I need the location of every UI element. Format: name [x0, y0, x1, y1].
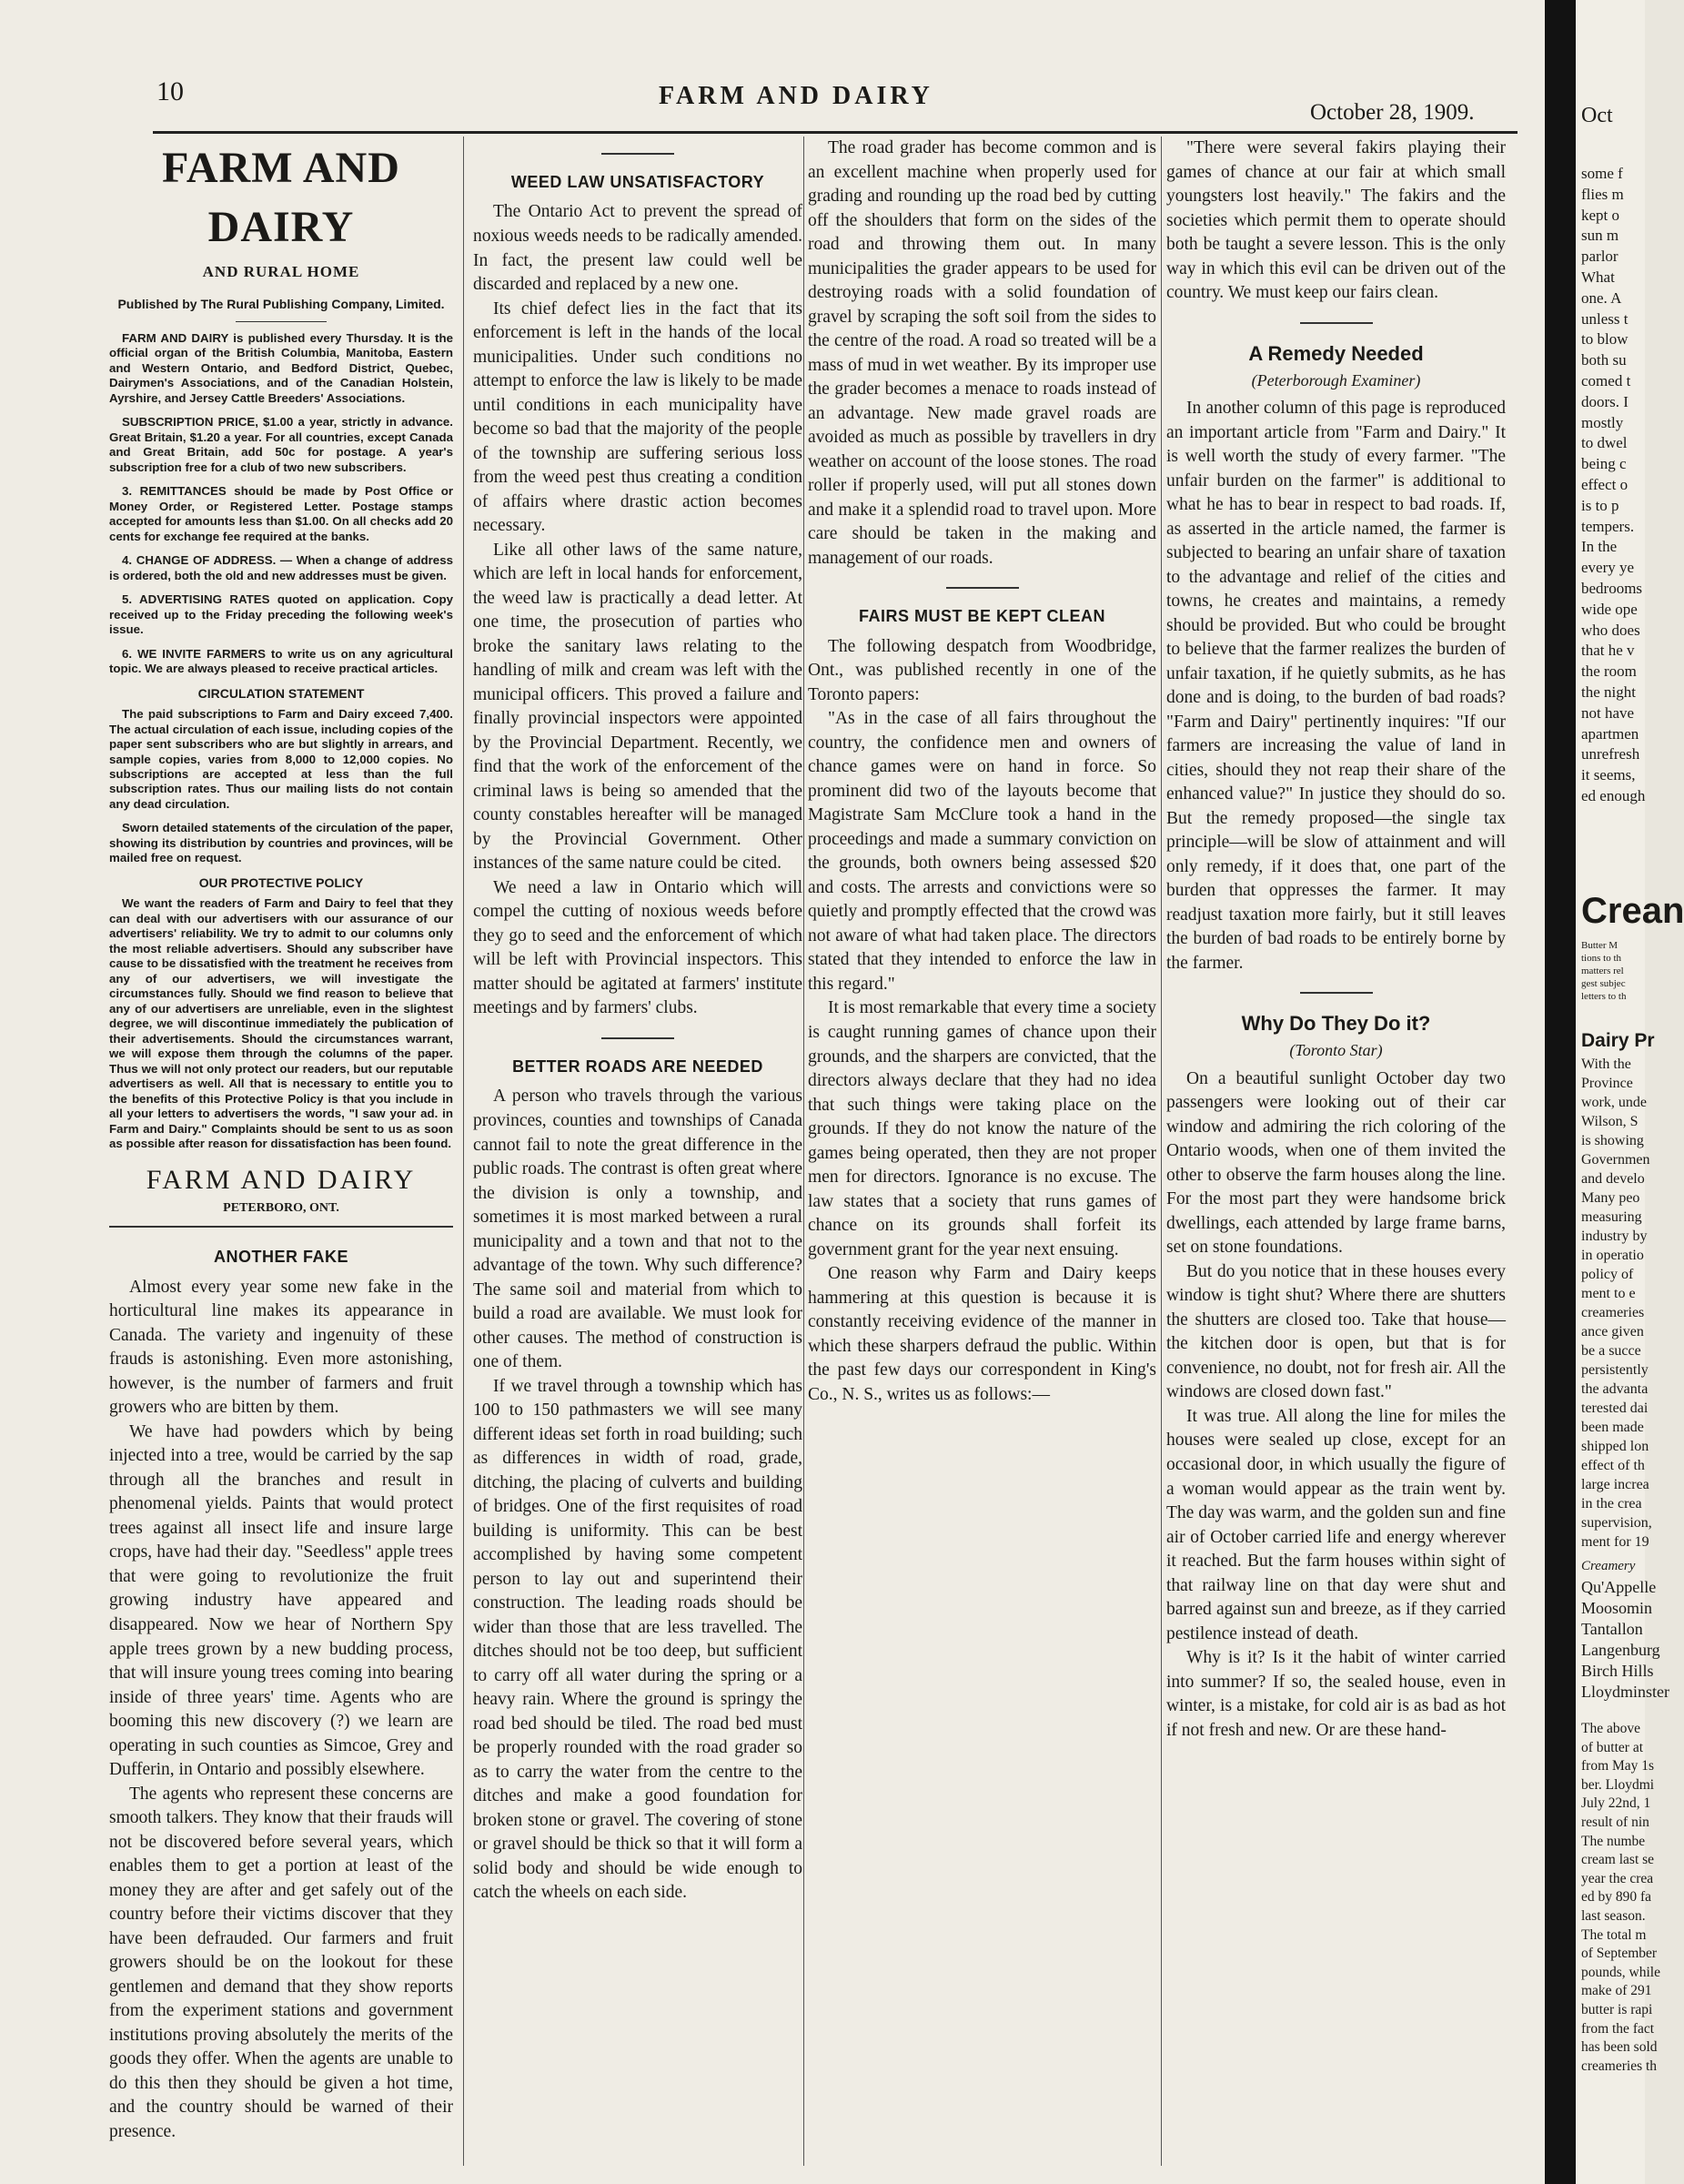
adjacent-page-line: to blow [1581, 330, 1629, 349]
adjacent-page-line: that he v [1581, 642, 1635, 660]
adjacent-page-line: in the crea [1581, 1496, 1642, 1512]
adjacent-page-line: who does [1581, 621, 1640, 639]
adjacent-page-line: being c [1581, 455, 1627, 473]
adjacent-page-heading: Dairy Pr [1581, 1030, 1655, 1051]
adjacent-page-line: bedrooms [1581, 580, 1643, 597]
pub-item: 3. REMITTANCES should be made by Post Office or Money Order, or Registered Letter. Postage stamps accepted for amounts less than $1.00. On all checks add 20 cents for exchange fee required at the banks. [109, 484, 453, 543]
adjacent-page-line: some f [1581, 165, 1623, 182]
adjacent-page-line: effect o [1581, 476, 1629, 493]
adjacent-page-line: butter is rapi [1581, 2002, 1653, 2017]
article-paragraph: If we travel through a township which has 100 to 150 pathmasters we will see many different ideas set forth in road building; such as differences in width of road, grade, ditching, the placing of culverts and building of bridges. One of the first requisites of road building is uniformity. This can be best accomplished by having some competent person to lay out and superintend their construction. The leading roads should be wider than those that are less travelled. The ditches should not be too deep, but sufficient to carry off all water during the spring or a heavy rain. Where the ground is springy the road bed should be tiled. The road bed must be properly rounded with the road grader so as to carry the water from the centre to the ditches and make a good foundation for broken stone or gravel. The covering of stone or gravel should be thick so that it will form a solid body and should be wide enough to catch the wheels on each side. [473, 1376, 802, 1903]
adjacent-page-line: gest subjec [1581, 978, 1626, 989]
article-paragraph: One reason why Farm and Dairy keeps hammering at this question is because it is constantly receiving evidence of the manner in which these sharpers defraud the public. Within the past few days our correspondent in King's Co., N. S., writes us as follows:— [808, 1264, 1156, 1404]
adjacent-page-line: Province [1581, 1076, 1633, 1091]
article-paragraph: Why is it? Is it the habit of winter carried into summer? If so, the sealed house, even in winter, is a mistake, for cold air is as bad as hot if not fresh and new. Or are these hand- [1166, 1648, 1506, 1740]
adjacent-page-line: Governmen [1581, 1152, 1650, 1168]
adjacent-page-line: July 22nd, 1 [1581, 1795, 1651, 1812]
adjacent-page-line: doors. I [1581, 392, 1629, 410]
divider [1300, 322, 1373, 324]
adjacent-page-line: ment to e [1581, 1286, 1636, 1301]
adjacent-page-line: not have [1581, 703, 1635, 722]
article-paragraph: "As in the case of all fairs throughout the country, the confidence men and owners of chance games were on hand in force. So prominent did two of the layouts become that Magistrate Sam McClure took a hand in the proceedings and made a summary conviction on the grounds, both owners being assessed $20 and costs. The arrests and convictions were so quietly and promptly effected that the crowd was not aware of what had taken place. The directors stated that they intended to enforce the law in this regard." [808, 709, 1156, 994]
pub-item: 4. CHANGE OF ADDRESS. — When a change of address is ordered, both the old and new addresses must be given. [109, 553, 453, 582]
article-heading: WEED LAW UNSATISFACTORY [510, 173, 765, 191]
adjacent-page-line: large increa [1581, 1477, 1649, 1492]
adjacent-page-line: supervision, [1581, 1515, 1652, 1531]
adjacent-page-line: from the fact [1581, 2020, 1655, 2037]
adjacent-page-line: mostly [1581, 413, 1624, 431]
adjacent-page-line: letters to th [1581, 991, 1627, 1002]
footer-place: PETERBORO, ONT. [223, 1201, 339, 1216]
article-heading: FAIRS MUST BE KEPT CLEAN [858, 607, 1105, 626]
adjacent-page-line: of September [1581, 1946, 1658, 1962]
article-paragraph: It is most remarkable that every time a society is caught running games of chance upon their grounds, and the sharpers are convicted, that the directors always declare that they had no idea that such things were taking place on the grounds. If they do not know the nature of the games being operated, then they are not proper men for directors. Ignorance is no excuse. The law states that a society that runs games of chance on its grounds shall forfeit its government grant for the year next ensuing. [808, 998, 1156, 1259]
adjacent-page-line: to dwel [1581, 434, 1628, 452]
adjacent-page-line: Lloydminster [1581, 1683, 1669, 1701]
adjacent-page-line: been made [1581, 1420, 1644, 1435]
article-heading: Why Do They Do it? [1241, 1012, 1431, 1036]
adjacent-page-line: Tantallon [1581, 1620, 1643, 1638]
adjacent-page-line: parlor [1581, 248, 1618, 266]
article-paragraph: Like all other laws of the same nature, which are left in local hands for enforcement, the weed law is practically a dead letter. At one time, the prosecution of parties who broke the sanitary laws relating to the handling of milk and cream was left with the municipal officers. This proved a failure and finally provincial inspectors were appointed by the Provincial Department. Recently, we find that the work of the enforcement of the criminal laws is being so amended that the county constables hereafter will be managed by the Provincial Government. Other instances of the same nature could be cited. [473, 540, 802, 874]
divider [946, 587, 1019, 589]
article-paragraph: But do you notice that in these houses every window is tight shut? Where there are shutters the shutters are closed too. Take that house—the kitchen door is open, but that is for convenience, no doubt, not for fresh air. All the windows are closed down fast." [1166, 1261, 1506, 1402]
adjacent-page-line: be a succe [1581, 1343, 1641, 1359]
article-paragraph: The agents who represent these concerns are smooth talkers. They know that their frauds will not be discovered before several years, which enables them to get a portion at least of the money they are after and get safely out of the country before their victims discover that they have been defrauded. Our farmers and fruit growers should be on the lookout for these gentlemen and demand that they show reports from the experiment stations and government institutions proving absolutely the merits of the goods they offer. When the agents are unable to do this then they should be given a hot time, and the country should be warned of their presence. [109, 1784, 453, 2141]
adjacent-page-line: year the crea [1581, 1870, 1654, 1886]
adjacent-page-line: and develo [1581, 1171, 1645, 1187]
adjacent-page-line: measuring [1581, 1209, 1642, 1225]
adjacent-page-line: Qu'Appelle [1581, 1578, 1657, 1596]
adjacent-page-line: of butter at [1581, 1739, 1644, 1755]
masthead-subtitle: AND RURAL HOME [202, 262, 360, 280]
footer-masthead: FARM AND DAIRY [146, 1165, 417, 1196]
adjacent-page-line: both su [1581, 351, 1627, 369]
article-paragraph: We have had powders which by being injected into a tree, would be carried by the sap through all the branches and result in phenomenal yields. Paints that would protect trees against all insect life and insure large crops, have had their day. "Seedless" apple trees that were going to revolutionize the fruit growing industry have appeared and disappeared. Now we hear of Northern Spy apple trees grown by a new budding process, that will insure young trees coming into bearing inside of three years' time. Agents who are booming this new discovery (?) we learn are operating in such counties as Simcoe, Grey and Dufferin, in Ontario and possibly elsewhere. [109, 1421, 453, 1780]
issue-date: October 28, 1909. [1310, 100, 1475, 125]
article-paragraph: "There were several fakirs playing their games of chance at our fair at which small youngsters lost heavily." The fakirs and the societies which permit them to operate should both be taught a severe lesson. This is the only way in which this evil can be driven out of the country. We must keep our fairs clean. [1166, 138, 1506, 303]
adjacent-page-line: Butter M [1581, 940, 1618, 951]
circulation-text: Sworn detailed statements of the circulation of the paper, showing its distribution by countries and provinces, will be mailed free on request. [109, 821, 453, 865]
adjacent-page-line: ed enough [1581, 787, 1646, 804]
adjacent-page-line: matters rel [1581, 966, 1624, 976]
adjacent-page-line: tions to th [1581, 953, 1622, 964]
adjacent-page-line: Moosomin [1581, 1599, 1653, 1617]
pub-item: FARM AND DAIRY is published every Thursday. It is the official organ of the British Columbia, Manitoba, Eastern and Western Ontario, and Bedford District, Quebec, Dairymen's Associations, and of the Canadian Holstein, Ayrshire, and Jersey Cattle Breeders' Associations. [109, 331, 453, 405]
adjacent-page-line: one. A [1581, 288, 1622, 307]
column-2 [473, 136, 802, 2166]
adjacent-page-line: Langenburg [1581, 1641, 1660, 1659]
adjacent-page-line: result of nin [1581, 1815, 1649, 1830]
pub-item: 6. WE INVITE FARMERS to write us on any agricultural topic. We are always pleased to receive practical articles. [109, 646, 453, 676]
adjacent-page-line: flies m [1581, 185, 1624, 203]
adjacent-page-line: work, unde [1581, 1095, 1647, 1110]
adjacent-page-line: creameries [1581, 1305, 1645, 1320]
article-paragraph: A person who travels through the various provinces, counties and townships of Canada cannot fail to note the great difference in the public roads. The contrast is often great where the division is only a township, and sometimes it is most marked between a rural municipality and a town and that not to the advantage of the town. Why such difference? The same soil and material from which to build a road are available. We must look for other causes. The method of construction is one of them. [473, 1087, 802, 1372]
article-paragraph: Its chief defect lies in the fact that its enforcement is left in the hands of the local municipalities. Under such conditions no attempt to enforce the law is likely to be made until conditions in each municipality have become so bad that the majority of the people of the township are suffering serious loss from the weed pest thus creating a condition of affairs where drastic action becomes necessary. [473, 298, 802, 536]
article-source: (Peterborough Examiner) [1251, 370, 1421, 389]
article-heading: ANOTHER FAKE [213, 1248, 348, 1267]
adjacent-page-fragment [1576, 0, 1684, 2184]
circulation-text: The paid subscriptions to Farm and Dairy exceed 7,400. The actual circulation of each issue, including copies of the paper sent subscribers who are but slightly in arrears, and sample copies, varies from 8,000 to 12,000 copies. No subscriptions are accepted at less than the full subscription rates. Thus our mailing lists do not contain any dead circulation. [109, 707, 453, 811]
adjacent-page-line: In the [1581, 538, 1618, 556]
adjacent-page-line: the advanta [1581, 1381, 1649, 1397]
adjacent-page-line: pounds, while [1581, 1964, 1660, 1980]
article-heading: BETTER ROADS ARE NEEDED [512, 1057, 763, 1076]
adjacent-page-line: ed by 890 fa [1581, 1889, 1652, 1906]
column-4 [1166, 136, 1506, 2166]
article-paragraph: The following despatch from Woodbridge, Ont., was published recently in one of the Toronto papers: [808, 636, 1156, 704]
article-heading: A Remedy Needed [1248, 341, 1424, 365]
adjacent-page-line: last season. [1581, 1908, 1646, 1924]
header-rule [153, 131, 1518, 134]
article-paragraph: The road grader has become common and is an excellent machine when properly used for grading and rounding up the road bed by cutting off the shoulders that form on the sides of the road and throwing them out. In many municipalities the grader appears to be used for destroying roads with a solid foundation of gravel by scraping the soft soil from the sides to the centre of the road. A road so treated will be a mass of mud in wet weather. By its improper use the grader becomes a menace to roads instead of an advantage. New made gravel roads are avoided as much as possible by travellers in dry weather on account of the loose stones. The road roller if properly used, will put all stones down and make it a splendid road to travel upon. More care should be taken in the making and management of our roads. [808, 138, 1156, 568]
adjacent-page-table-head: Creamery [1581, 1559, 1636, 1573]
adjacent-page-line: ance given [1581, 1324, 1644, 1340]
divider [1300, 992, 1373, 994]
adjacent-page-line: Birch Hills [1581, 1662, 1654, 1680]
adjacent-page-line: unrefresh [1581, 745, 1640, 763]
article-paragraph: In another column of this page is reproduced an important article from "Farm and Dairy." It is well worth the study of every farmer. "The unfair burden on the farmer" is additional to what he has to bear in respect to bad roads. If, as asserted in the article named, the farmer is subjected to bearing an unfair share of taxation to the advantage and relief of the cities and towns, he creates and maintains, a remedy should be provided. But who could be brought to believe that the farmer realizes the burden of unfair taxation, if he quietly submits, as he has done and is doing, to the burden of bad roads? "Farm and Dairy" pertinently inquires: "If our farmers are increasing the value of land in cities, should they not reap their share of the enhanced value?" In justice they should do so. But the remedy proposed—the single tax principle—will be slow of attainment and will only remedy, if it does that, one part of the burden that oppresses the farmer. It may readjust taxation more fairly, but it still leaves the burden of bad roads to be entirely borne by the farmer. [1166, 398, 1506, 973]
adjacent-page-line: kept o [1581, 206, 1620, 224]
adjacent-page-line: With the [1581, 1057, 1631, 1072]
policy-heading: OUR PROTECTIVE POLICY [198, 875, 364, 890]
masthead-title: FARM AND DAIRY [162, 144, 400, 252]
adjacent-page-line: ment for 19 [1581, 1534, 1649, 1550]
adjacent-page-line: wide ope [1581, 600, 1638, 618]
column-rule [1161, 136, 1162, 2166]
publisher-line: Published by The Rural Publishing Company, Limited. [117, 296, 445, 311]
adjacent-page-line: has been sold [1581, 2039, 1658, 2056]
adjacent-page-line: is showing [1581, 1133, 1644, 1148]
page-number: 10 [156, 76, 184, 106]
pub-item: SUBSCRIPTION PRICE, $1.00 a year, strictly in advance. Great Britain, $1.20 a year. For all countries, except Canada and Great Britain, add 50c for postage. A year's subscription free for a club of two new subscribers. [109, 415, 453, 474]
adjacent-page-line: sun m [1581, 227, 1619, 245]
adjacent-page-line: cream last se [1581, 1852, 1655, 1868]
adjacent-page-line: unless t [1581, 309, 1629, 328]
adjacent-page-line: policy of [1581, 1267, 1634, 1282]
adjacent-page-line: The total m [1581, 1926, 1647, 1943]
adjacent-page-line: make of 291 [1581, 1983, 1652, 1999]
policy-text: We want the readers of Farm and Dairy to feel that they can deal with our advertisers with our assurance of our advertisers' reliability. We try to admit to our columns only the most reliable advertisers. Should any subscriber have cause to be dissatisfied with the treatment he receives from any of our advertisers, we will investigate the circumstances fully. Should we find reason to believe that any of our advertisers are unreliable, even in the slightest degree, we will discontinue immediately the publication of their advertisements. Should the circumstances warrant, we will expose them through the columns of the paper. Thus we will not only protect our readers, but our reputable advertisers as well. All that is necessary to entitle you to the benefits of this Protective Policy is that you include in all your letters to advertisers the words, "I saw your ad. in Farm and Dairy." Complaints should be sent to us as soon as possible after reason for dissatisfaction has been found. [109, 896, 453, 1150]
adjacent-page-line: The above [1581, 1721, 1640, 1736]
adjacent-page-line: the night [1581, 683, 1636, 701]
adjacent-page-line: Wilson, S [1581, 1114, 1639, 1129]
adjacent-page-line: apartmen [1581, 724, 1639, 743]
article-source: (Toronto Star) [1289, 1041, 1383, 1060]
adjacent-page-line: is to p [1581, 496, 1619, 514]
divider [601, 1037, 674, 1039]
pub-item: 5. ADVERTISING RATES quoted on application. Copy received up to the Friday preceding the following week's issue. [109, 592, 453, 637]
divider [109, 1226, 453, 1228]
column-1 [109, 136, 453, 2166]
adjacent-page-line: comed t [1581, 372, 1631, 389]
adjacent-page-line: industry by [1581, 1228, 1648, 1244]
column-3 [808, 136, 1156, 2166]
article-paragraph: The Ontario Act to prevent the spread of noxious weeds needs to be radically amended. In fact, the present law could well be discarded and replaced by a new one. [473, 202, 802, 295]
column-rule [463, 136, 464, 2166]
circulation-heading: CIRCULATION STATEMENT [197, 685, 365, 701]
article-paragraph: We need a law in Ontario which will compel the cutting of noxious weeds before they go to seed and the enforcement of which will be left with Provincial inspectors. This matter should be agitated at farmers' institute meetings and by farmers' clubs. [473, 877, 802, 1018]
column-rule [803, 136, 804, 2166]
article-paragraph: Almost every year some new fake in the horticultural line makes its appearance in Canada. The variety and ingenuity of these frauds is astonishing. Even more astonishing, however, is the number of farmers and fruit growers who are bitten by them. [109, 1277, 453, 1418]
adjacent-page-line: The numbe [1581, 1833, 1646, 1849]
adjacent-page-line: every ye [1581, 559, 1635, 577]
adjacent-page-line: ber. Lloydmi [1581, 1776, 1655, 1793]
adjacent-page-header: Oct [1581, 104, 1613, 127]
article-paragraph: It was true. All along the line for miles the houses were sealed up close, except for an occasional door, in which usually the figure of a woman would appear as the train went by. The day was warm, and the golden sun and fine air of October carried life and energy wherever it reached. But the farm houses within sight of that railway line on that day were shut and barred against sun and breeze, as if they carried pestilence instead of death. [1166, 1406, 1506, 1643]
article-paragraph: On a beautiful sunlight October day two passengers were looking out of their car window and admiring the rich coloring of the Ontario woods, when one of them invited the other to observe the farm houses along the line. For the most part they were handsome brick dwellings, each attended by large frame barns, set on stone foundations. [1166, 1068, 1506, 1258]
running-title: FARM AND DAIRY [659, 82, 933, 110]
divider [601, 153, 674, 155]
divider [236, 321, 327, 322]
adjacent-page-line: in operatio [1581, 1248, 1644, 1263]
adjacent-page-line: from May 1s [1581, 1758, 1655, 1774]
adjacent-page-line: the room [1581, 662, 1637, 681]
adjacent-page-line: it seems, [1581, 766, 1636, 784]
adjacent-page-line: What [1581, 268, 1615, 286]
adjacent-page-line: effect of th [1581, 1458, 1645, 1473]
adjacent-page-line: persistently [1581, 1362, 1649, 1378]
adjacent-page-line: terested dai [1581, 1400, 1649, 1416]
binding-gutter [1545, 0, 1576, 2184]
adjacent-page-heading: Crean [1581, 891, 1684, 931]
adjacent-page-line: tempers. [1581, 517, 1635, 535]
adjacent-page-line: shipped lon [1581, 1439, 1649, 1454]
adjacent-page-line: Many peo [1581, 1190, 1640, 1206]
adjacent-page-line: creameries th [1581, 2058, 1658, 2074]
